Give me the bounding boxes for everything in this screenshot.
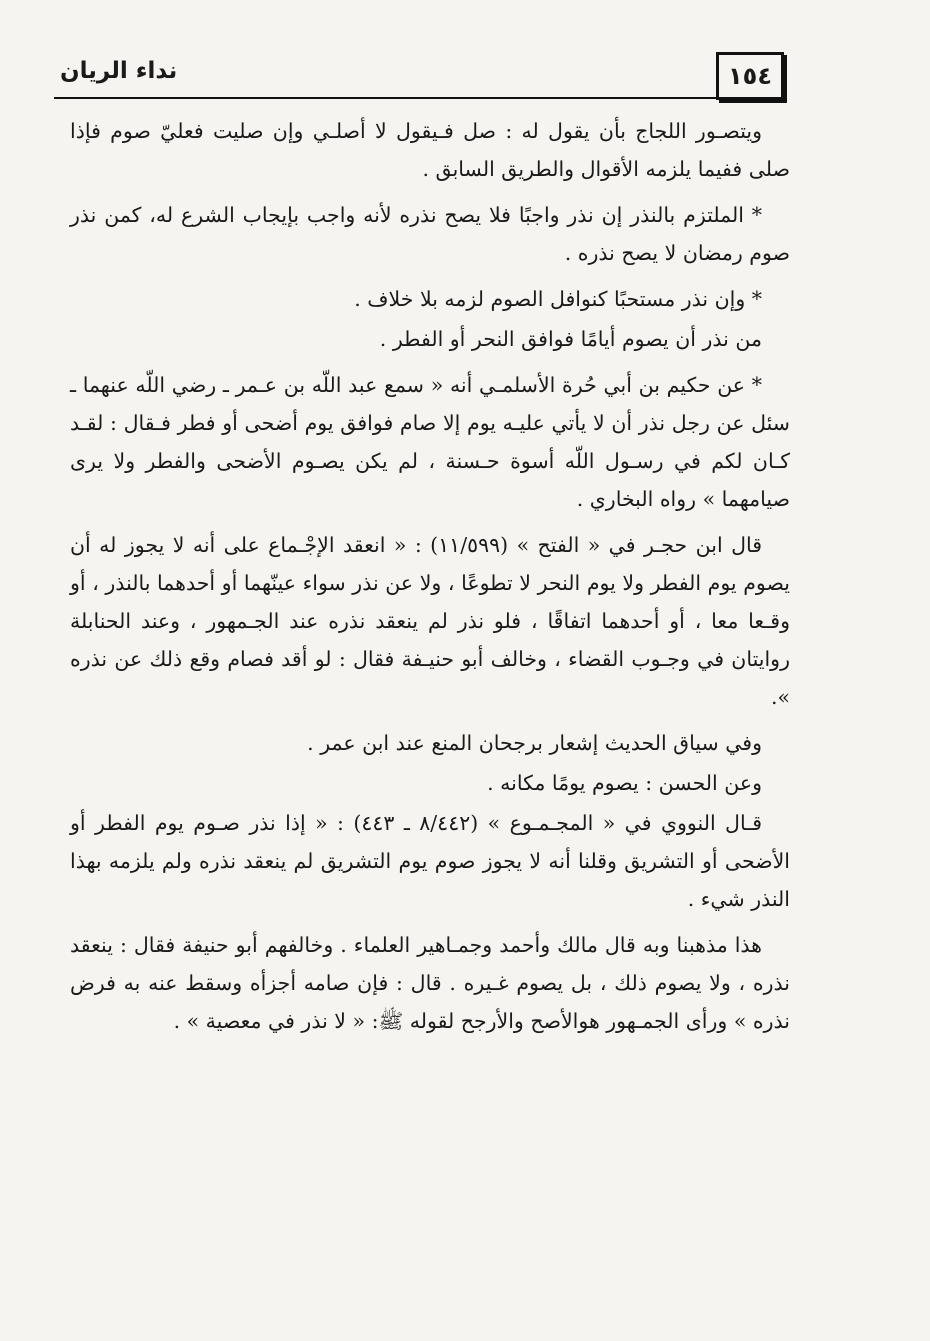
paragraph-8: وعن الحسن : يصوم يومًا مكانه . (487, 771, 762, 795)
paragraph-7: وفي سياق الحديث إشعار برجحان المنع عند ابن عمر . (307, 731, 762, 755)
page-body (70, 112, 790, 1048)
paragraph-1: ويتصـور اللجاج بأن يقول له : صل فـيقول لا أصلـي وإن صليت فعليّ صوم فإذا صلى ففيما يلزمه الأقوال والطريق السابق . (70, 119, 790, 181)
paragraph-9: قـال النووي في « المجـمـوع » (٨/٤٤٢ ـ ٤٤٣) : « إذا نذر صـوم يوم الفطر أو الأضحى أو التشريق وقلنا أنه لا يجوز صوم يوم التشريق لم ينعقد نذره ولم يلزمه بهذا النذر شيء . (70, 811, 790, 911)
page-number-box: ١٥٤ (716, 52, 784, 100)
paragraph-5: * عن حكيم بن أبي حُرة الأسلمـي أنه « سمع عبد اللّه بن عـمر ـ رضي اللّه عنهما ـ سئل عن رجل نذر أن لا يأتي عليـه يوم إلا صام فوافق يوم أضحى أو فطر فـقال : لقـد كـان لكم في رسـول اللّه أسوة حـسنة ، لم يكن يصـوم الأضحى والفطر ولا يرى صيامهما » رواه البخاري . (70, 373, 790, 511)
paragraph-4: من نذر أن يصوم أيامًا فوافق النحر أو الفطر . (379, 327, 762, 351)
page-header (54, 52, 784, 98)
paragraph-10: هذا مذهبنا وبه قال مالك وأحمد وجمـاهير العلماء . وخالفهم أبو حنيفة فقال : ينعقد نذره ، ولا يصوم ذلك ، بل يصوم غـيره . قال : فإن صامه أجزأه وسقط عنه به فرض نذره » ورأى الجمـهور هوالأصح والأرجح لقوله ﷺ: « لا نذر في معصية » . (70, 933, 790, 1033)
header-rule (54, 97, 784, 99)
paragraph-3: * وإن نذر مستحبًا كنوافل الصوم لزمه بلا خلاف . (354, 287, 762, 311)
paragraph-2: * الملتزم بالنذر إن نذر واجبًا فلا يصح نذره لأنه واجب بإيجاب الشرع له، كمن نذر صوم رمضان لا يصح نذره . (70, 203, 790, 265)
running-title: نداء الريان (60, 58, 178, 84)
paragraph-6: قال ابن حجـر في « الفتح » (١١/٥٩٩) : « انعقد الإجْـماع على أنه لا يجوز له أن يصوم يوم الفطر ولا يوم النحر لا تطوعًا ، ولا عن نذر سواء عينّهما أو أحدهما بالنذر ، أو وقـعا معا ، أو أحدهما اتفاقًا ، فلو نذر لم ينعقد نذره عند الجـمهور ، وعند الحنابلة روايتان في وجـوب القضاء ، وخالف أبو حنيـفة فقال : لو أقد فصام وقع ذلك عن نذره ». (70, 533, 790, 709)
